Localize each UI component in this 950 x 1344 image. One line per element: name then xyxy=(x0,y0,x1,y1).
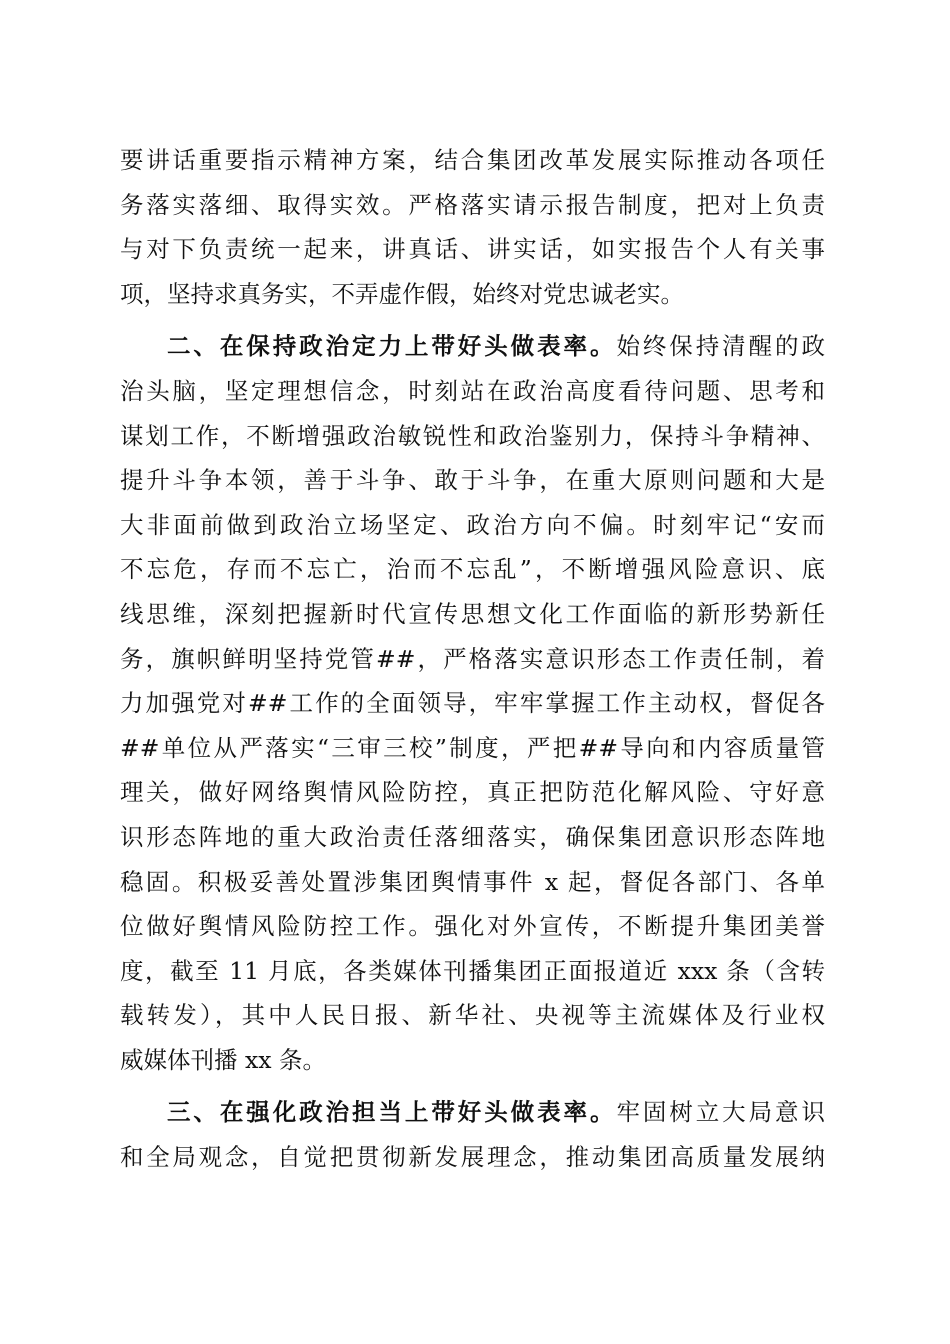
text-line: 稳固。积极妥善处置涉集团舆情事件 x 起，督促各部门、各单 xyxy=(120,867,825,896)
text-line-first xyxy=(120,324,825,369)
text-line: 力加强党对##工作的全面领导，牢牢掌握工作主动权，督促各 xyxy=(120,689,825,718)
text-line: 理关，做好网络舆情风险防控，真正把防范化解风险、守好意 xyxy=(120,778,825,807)
section-heading: 二、在保持政治定力上带好头做表率。 xyxy=(167,332,617,361)
paragraph-3 xyxy=(120,1090,825,1179)
section-heading: 三、在强化政治担当上带好头做表率。 xyxy=(167,1098,617,1127)
text-line: 要讲话重要指示精神方案，结合集团改革发展实际推动各项任 xyxy=(120,146,825,174)
paragraph-1 xyxy=(120,138,825,316)
text-line: 和全局观念，自觉把贯彻新发展理念，推动集团高质量发展纳 xyxy=(120,1143,825,1172)
text-line: 务，旗帜鲜明坚持党管##，严格落实意识形态工作责任制，着 xyxy=(120,644,825,673)
text-line: 度，截至 11 月底，各类媒体刊播集团正面报道近 xxx 条（含转 xyxy=(120,956,825,985)
text-line: 载转发），其中人民日报、新华社、央视等主流媒体及行业权 xyxy=(120,1001,825,1030)
text-line: 不忘危，存而不忘亡，治而不忘乱”，不断增强风险意识、底 xyxy=(120,555,825,584)
text-run: 牢固树立大局意识 xyxy=(616,1098,825,1127)
text-line: 位做好舆情风险防控工作。强化对外宣传，不断提升集团美誉 xyxy=(120,912,825,941)
text-line: 线思维，深刻把握新时代宣传思想文化工作面临的新形势新任 xyxy=(120,599,825,628)
text-line: 务落实落细、取得实效。严格落实请示报告制度，把对上负责 xyxy=(120,190,825,219)
text-line: 项，坚持求真务实，不弄虚作假，始终对党忠诚老实。 xyxy=(120,279,684,308)
text-line: 治头脑，坚定理想信念，时刻站在政治高度看待问题、思考和 xyxy=(120,376,825,405)
text-run: 始终保持清醒的政 xyxy=(616,332,825,361)
paragraph-2 xyxy=(120,324,825,1082)
text-line-first xyxy=(120,1090,825,1135)
text-line: 谋划工作，不断增强政治敏锐性和政治鉴别力，保持斗争精神、 xyxy=(120,421,825,450)
text-line: 大非面前做到政治立场坚定、政治方向不偏。时刻牢记“安而 xyxy=(120,510,825,539)
document-body xyxy=(120,138,825,1180)
text-line: 识形态阵地的重大政治责任落细落实，确保集团意识形态阵地 xyxy=(120,822,825,851)
text-line: 提升斗争本领，善于斗争、敢于斗争，在重大原则问题和大是 xyxy=(120,466,825,495)
text-line: ##单位从严落实“三审三校”制度，严把##导向和内容质量管 xyxy=(120,733,825,762)
text-line: 与对下负责统一起来，讲真话、讲实话，如实报告个人有关事 xyxy=(120,235,825,264)
text-line: 威媒体刊播 xx 条。 xyxy=(120,1045,326,1074)
